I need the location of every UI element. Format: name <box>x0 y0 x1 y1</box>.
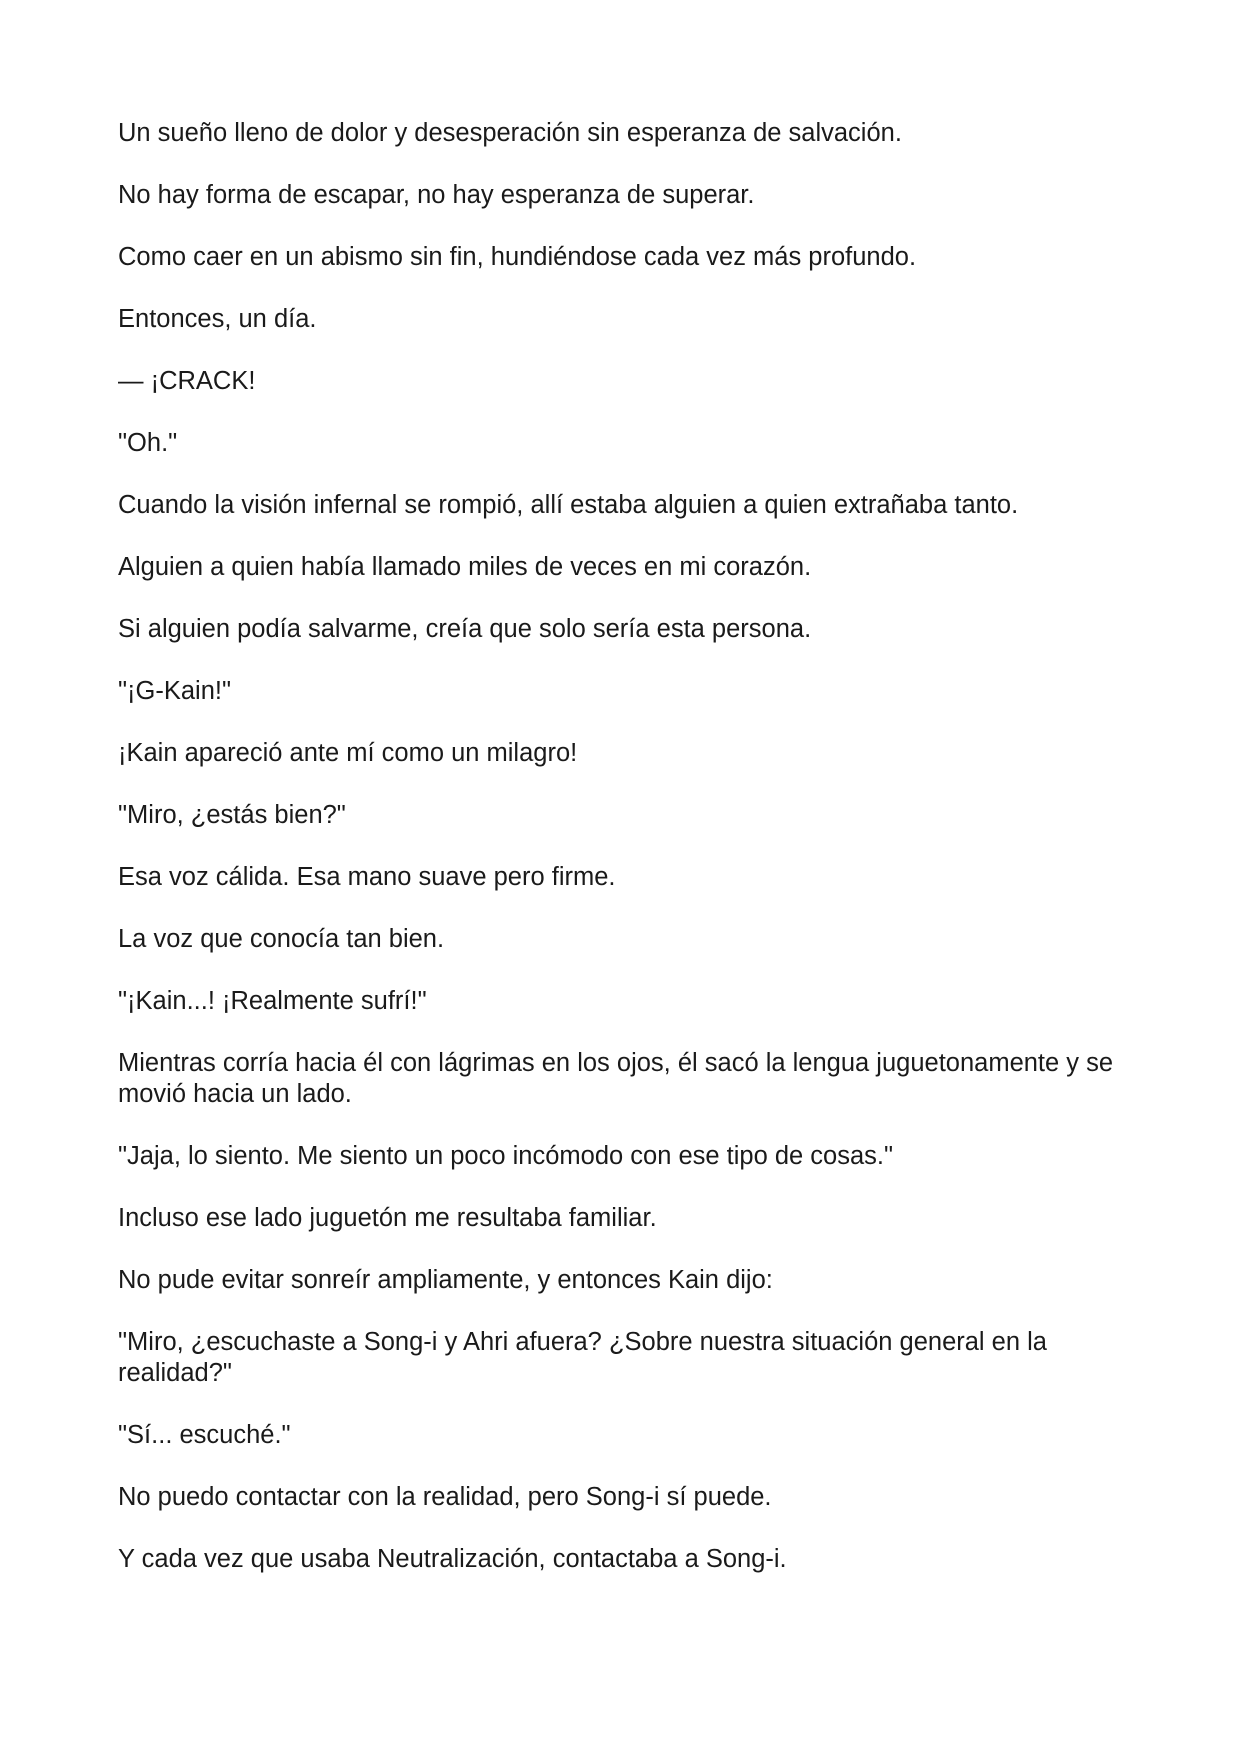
paragraph-12: "Miro, ¿estás bien?" <box>118 801 346 829</box>
paragraph-18: Incluso ese lado juguetón me resultaba familiar. <box>118 1204 657 1232</box>
paragraph-3: Como caer en un abismo sin fin, hundiéndose cada vez más profundo. <box>118 243 917 271</box>
document-body <box>118 118 1128 1606</box>
paragraph-20: "Miro, ¿escuchaste a Song-i y Ahri afuera? ¿Sobre nuestra situación general en la realidad?" <box>118 1328 1047 1387</box>
paragraph-7: Cuando la visión infernal se rompió, allí estaba alguien a quien extrañaba tanto. <box>118 491 1019 519</box>
paragraph-21: "Sí... escuché." <box>118 1421 291 1449</box>
paragraph-16: Mientras corría hacia él con lágrimas en los ojos, él sacó la lengua juguetonamente y se movió hacia un lado. <box>118 1049 1114 1108</box>
paragraph-4: Entonces, un día. <box>118 305 317 333</box>
paragraph-15: "¡Kain...! ¡Realmente sufrí!" <box>118 987 427 1015</box>
paragraph-10: "¡G-Kain!" <box>118 677 232 705</box>
paragraph-17: "Jaja, lo siento. Me siento un poco incómodo con ese tipo de cosas." <box>118 1142 894 1170</box>
paragraph-5: — ¡CRACK! <box>118 367 256 395</box>
paragraph-2: No hay forma de escapar, no hay esperanza de superar. <box>118 181 755 209</box>
paragraph-11: ¡Kain apareció ante mí como un milagro! <box>118 739 578 767</box>
paragraph-8: Alguien a quien había llamado miles de veces en mi corazón. <box>118 553 812 581</box>
paragraph-22: No puedo contactar con la realidad, pero Song-i sí puede. <box>118 1483 772 1511</box>
paragraph-1: Un sueño lleno de dolor y desesperación sin esperanza de salvación. <box>118 119 902 147</box>
paragraph-23: Y cada vez que usaba Neutralización, contactaba a Song-i. <box>118 1545 787 1573</box>
paragraph-14: La voz que conocía tan bien. <box>118 925 445 953</box>
paragraph-19: No pude evitar sonreír ampliamente, y entonces Kain dijo: <box>118 1266 773 1294</box>
paragraph-13: Esa voz cálida. Esa mano suave pero firme. <box>118 863 616 891</box>
paragraph-6: "Oh." <box>118 429 178 457</box>
paragraph-9: Si alguien podía salvarme, creía que solo sería esta persona. <box>118 615 812 643</box>
